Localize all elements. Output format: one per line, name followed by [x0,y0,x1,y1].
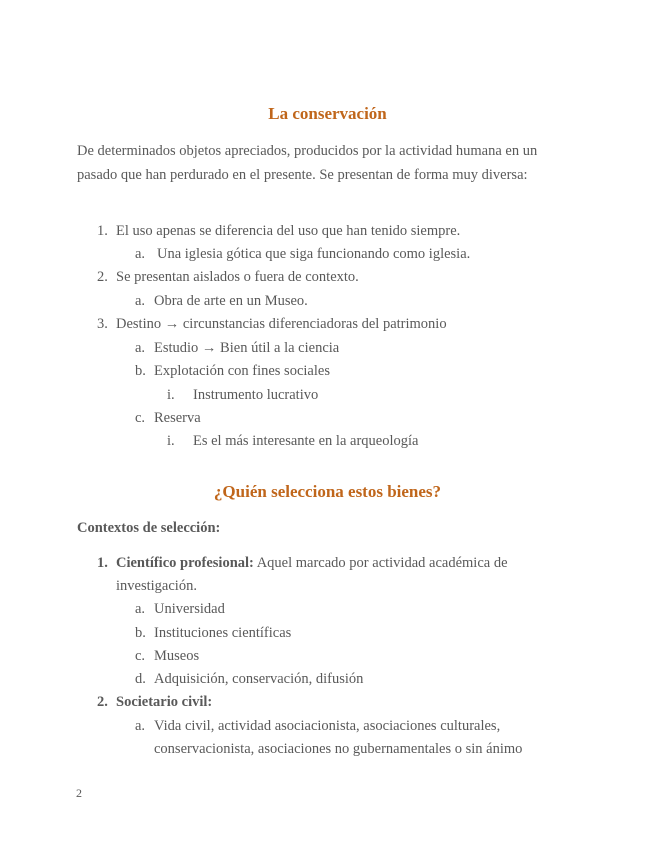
list-item: Obra de arte en un Museo. [154,293,308,309]
list-item: Vida civil, actividad asociacionista, asociaciones culturales, [154,718,501,734]
list-marker: c. [135,648,146,664]
list-marker: a. [135,718,146,734]
list-marker: 1. [97,223,108,239]
intro-paragraph: De determinados objetos apreciados, producidos por la actividad humana en un pasado que han perdurado en el presente. Se presentan de forma muy diversa: [77,143,538,183]
list-item: Es el más interesante en la arqueología [193,433,419,449]
list-marker: a. [135,340,146,356]
list-item: Reserva [154,410,201,426]
list-item: Explotación con fines sociales [154,363,330,379]
list-marker: b. [135,363,146,379]
list-item: Una iglesia gótica que siga funcionando como iglesia. [157,246,471,262]
page-number: 2 [76,786,82,800]
list-item: El uso apenas se diferencia del uso que han tenido siempre. [116,223,461,239]
list-item-text: Aquel marcado por actividad académica de [253,555,508,571]
list-item: Estudio → Bien útil a la ciencia [154,340,340,356]
list-marker: 2. [97,694,108,710]
list-marker: i. [167,387,175,403]
list-item-continuation: investigación. [116,578,197,594]
list-marker: a. [135,601,146,617]
list-item: Adquisición, conservación, difusión [154,671,364,687]
list-marker: c. [135,410,146,426]
list-marker: a. [135,293,146,309]
list-marker: 3. [97,316,108,332]
list-marker: d. [135,671,146,687]
list-marker: 2. [97,269,108,285]
list-marker: 1. [97,555,108,571]
section-title-conservacion: La conservación [268,104,387,123]
list-item: Instrumento lucrativo [193,387,319,403]
list-item: Universidad [154,601,225,617]
list-item-continuation: conservacionista, asociaciones no gubernamentales o sin ánimo [154,741,523,757]
list-item: Destino → circunstancias diferenciadoras del patrimonio [116,316,447,332]
list-item: Museos [154,648,200,664]
list-item-bold-label: Científico profesional: [116,555,254,571]
list-marker: i. [167,433,175,449]
list-item: Societario civil: [116,694,213,710]
subtitle-contextos: Contextos de selección: [77,520,221,536]
list-item: Se presentan aislados o fuera de contexto. [116,269,359,285]
list-item: Instituciones científicas [154,625,292,641]
list-marker: a. [135,246,146,262]
section-title-seleccion: ¿Quién selecciona estos bienes? [213,482,442,501]
list-item [116,552,508,576]
list-marker: b. [135,625,146,641]
